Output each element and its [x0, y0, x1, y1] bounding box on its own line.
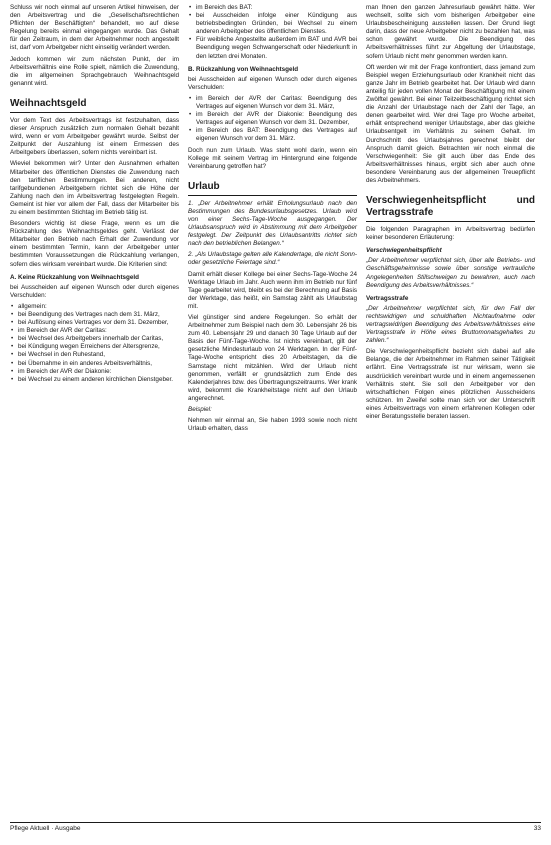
- list-item: • Für weibliche Angestellte außerdem im BAT und AVR bei Beendigung wegen Schwangerschaft oder Niederkunft in den letzten drei Monaten.: [188, 36, 357, 60]
- bullet-list: [188, 4, 357, 61]
- paragraph: Die folgenden Paragraphen im Arbeitsvertrag bedürfen keiner besonderen Erläuterung:: [366, 226, 535, 242]
- paragraph: Vor dem Text des Arbeitsvertrags ist festzuhalten, dass dieser Anspruch zusätzlich zum normalen Gehalt bezahlt wird, wenn er vom Arbeitgeber gewährt wurde. Selbst der Zeitpunkt der Auszahlung ist einem Ermessen des Arbeitgebers überlassen, sofern nichts vereinbart ist.: [10, 116, 179, 157]
- list-item: • im Bereich des BAT:: [188, 4, 357, 12]
- paragraph: Viel günstiger sind andere Regelungen. So erhält der Arbeitnehmer zum Beispiel nach dem 30. Lebensjahr 26 bis zum 40. Lebensjahr 29 und danach 30 Tage Urlaub auf der Basis der Fünf-Tage-Woche. Ist nichts vereinbart, gilt der gesetzliche Mindesturlaub von 24 Werktagen. In der Fünf-Tage-Woche entspricht dies 20 Arbeitstagen, da die Samstage nicht mitzählen. Wird der Urlaub nicht genommen, verfällt er grundsätzlich zum Ende des Kalenderjahres bzw. des Übertragungszeitraums. Wer krank wird, bekommt die Krankheitstage nicht auf den Urlaub angerechnet.: [188, 314, 357, 402]
- paragraph: Die Verschwiegenheitspflicht bezieht sich dabei auf alle Belange, die der Arbeitnehmer im Rahmen seiner Tätigkeit erfährt. Eine Vertragsstrafe ist nur wirksam, wenn sie ausdrücklich vereinbart wurde und in einem angemessenen Verhältnis steht. Sie soll den Arbeitgeber vor den wirtschaftlichen Folgen eines plötzlichen Ausscheidens schützen. Im Zweifel sollte man sich vor der Unterschrift eines Arbeitsvertrags von einem erfahrenen Kollegen oder einer Beratungsstelle beraten lassen.: [366, 348, 535, 421]
- section-heading-verschwiegenheit: Verschwiegenheitspflicht und Vertragsstrafe: [366, 195, 535, 222]
- paragraph: Damit erhält dieser Kollege bei einer Sechs-Tage-Woche 24 Werktage Urlaub im Jahr. Auch wenn ihm im Betrieb nur fünf Tage gearbeitet wird, bleibt es bei der Berechnung auf Basis der Werktage, das heißt, ein Samstag zählt als Urlaubstag mit.: [188, 270, 357, 310]
- list-item: • allgemein:: [10, 303, 179, 311]
- subheading-vertragsstrafe: Vertragsstrafe: [366, 294, 409, 302]
- list-item: • im Bereich der AVR der Caritas: Beendigung des Vertrages auf eigenen Wunsch vor dem 31. März,: [188, 95, 357, 111]
- list-item: • bei Beendigung des Vertrages nach dem 31. März,: [10, 311, 179, 319]
- bullet-list: [188, 95, 357, 144]
- paragraph: man Ihnen den ganzen Jahresurlaub gewährt hätte. Wer wechselt, sollte sich vom bisherigen Arbeitgeber eine Urlaubsbescheinigung ausstellen lassen. Der Grund liegt darin, dass der neue Arbeitgeber nicht zu bezahlen hat, was schon gewährt wurde. Die Beendigung des Arbeitsverhältnisses führt zur Abgeltung der Urlaubstage, sofern Urlaub nicht mehr genommen werden kann.: [366, 4, 535, 60]
- paragraph: Schluss wir noch einmal auf unseren Artikel hinweisen, der den Arbeitsvertrag und die „Gesellschaftsrechtlichen Pflichten der Beschäftigten“ behandelt, wo auf diese Regelung bereits einmal eingegangen wurde. Das Gehalt für den Zeitraum, in dem der Arbeitnehmer noch angestellt ist, darf vom Arbeitgeber nicht einseitig verändert werden.: [10, 4, 179, 52]
- quoted-clause: „Der Arbeitnehmer verpflichtet sich, für den Fall der rechtswidrigen und schuldhaften Nichtaufnahme oder vertragswidrigen Beendigung des Arbeitsverhältnisses eine Vertragsstrafe in Höhe eines Bruttomonatsgehaltes zu zahlen.“: [366, 304, 535, 345]
- paragraph: Nehmen wir einmal an, Sie haben 1993 sowie noch nicht Urlaub erhalten, dass: [188, 417, 357, 433]
- paragraph: Wieviel bekommen wir? Unter den Ausnahmen erhalten Mitarbeiter des öffentlichen Dienstes die Zuwendung nach den tariflichen Bestimmungen. Bei anderen, nicht tarifgebundenen Arbeitgebern richtet sich die Höhe der Zahlung nach den im Arbeitsvertrag festgelegten Regeln. Gemeint ist hier vor allem der Fall, dass der Mitarbeiter bis zu einem bestimmten Stichtag im Betrieb tätig ist.: [10, 160, 179, 216]
- quoted-clause: „Der Arbeitnehmer verpflichtet sich, über alle Betriebs- und Geschäftsgeheimnisse sowie über sonstige vertrauliche Angelegenheiten Stillschweigen zu bewahren, auch nach Beendigung des Arbeitsverhältnisses.“: [366, 257, 535, 289]
- paragraph: Doch nun zum Urlaub. Was steht wohl darin, wenn ein Kollege mit seinem Vertrag im Hintergrund eine folgende Vereinbarung getroffen hat?: [188, 146, 357, 170]
- list-item: • bei Übernahme in ein anderes Arbeitsverhältnis,: [10, 360, 179, 368]
- section-heading-urlaub: Urlaub: [188, 181, 357, 196]
- quoted-clause: 2. „Als Urlaubstage gelten alle Kalendertage, die nicht Sonn- oder gesetzliche Feiertage sind.“: [188, 251, 357, 267]
- list-item: • im Bereich des BAT: Beendigung des Vertrages auf eigenen Wunsch vor dem 31. März.: [188, 127, 357, 143]
- example-label: Beispiel:: [188, 406, 212, 414]
- text-column-2: [188, 4, 357, 436]
- section-heading-weihnachtsgeld: Weihnachtsgeld: [10, 98, 179, 113]
- list-item: • bei Wechsel des Arbeitgebers innerhalb der Caritas,: [10, 335, 179, 343]
- paragraph: Besonders wichtig ist diese Frage, wenn es um die Rückzahlung des Weihnachtsgeldes geht. Verlässt der Mitarbeiter den Betrieb nach Erhalt der Zuwendung vor einem bestimmten Termin, kann der Arbeitgeber unter bestimmten Voraussetzungen die Rückzahlung verlangen, sofern dies wirksam vereinbart wurde. Die Kriterien sind:: [10, 220, 179, 268]
- paragraph: bei Ausscheiden auf eigenen Wunsch oder durch eigenes Verschulden:: [188, 75, 357, 91]
- page-number: 33: [533, 825, 541, 832]
- list-item: • im Bereich der AVR der Diakonie:: [10, 368, 179, 376]
- list-item: • bei Ausscheiden infolge einer Kündigung aus betriebsbedingten Gründen, bei Wechsel zu einem anderen Arbeitgeber des öffentlichen Dienstes.: [188, 12, 357, 36]
- text-column-3: [366, 4, 535, 424]
- list-item: • im Bereich der AVR der Diakonie: Beendigung des Vertrages auf eigenen Wunsch vor dem 31. Dezember,: [188, 111, 357, 127]
- list-item: • bei Auflösung eines Vertrages vor dem 31. Dezember,: [10, 319, 179, 327]
- subheading-keine-rueckzahlung: A. Keine Rückzahlung von Weihnachtsgeld: [10, 273, 139, 281]
- quoted-clause: 1. „Der Arbeitnehmer erhält Erholungsurlaub nach den Bestimmungen des Bundesurlaubsgesetzes. Urlaub wird von einer Sechs-Tage-Woche ausgegangen. Der Urlaubsanspruch wird in Abstimmung mit dem Arbeitgeber festgelegt. Der Zeitpunkt des Urlaubsantritts richtet sich nach den betrieblichen Belangen.“: [188, 199, 357, 248]
- subheading-verschwiegenheitspflicht: Verschwiegenheitspflicht: [366, 247, 442, 255]
- paragraph: Oft werden wir mit der Frage konfrontiert, dass jemand zum Beispiel wegen Erziehungsurlaub oder Krankheit nicht das ganze Jahr im Betrieb gearbeitet hat. Der Urlaub wird dann anteilig für jeden vollen Monat der Beschäftigung mit einem Zwölftel gewährt. Bei einer Teilzeitbeschäftigung richtet sich die Anzahl der Urlaubstage nach der Zahl der Tage, an denen gearbeitet wird. Wer drei Tage pro Woche arbeitet, erhält entsprechend weniger Urlaubstage, aber das gleiche Urlaubsentgelt im Verhältnis zu seinem Gehalt. Im Durchschnitt des Urlaubsjahres gerechnet bleibt der Anspruch damit gleich. Betrachten wir noch einmal die Verschwiegenheit: Sie gilt auch über das Ende des Arbeitsverhältnisses hinaus, ergibt sich aber auch ohne besondere Vereinbarung aus der allgemeinen Treuepflicht des Arbeitnehmers.: [366, 63, 535, 184]
- publication-name: Pflege Aktuell · Ausgabe: [10, 825, 81, 832]
- paragraph: Jedoch kommen wir zum nächsten Punkt, der im Arbeitsverhältnis eine Rolle spielt, nämlich die Zuwendung, die im allgemeinen Sprachgebrauch Weihnachtsgeld genannt wird.: [10, 55, 179, 87]
- text-column-1: [10, 4, 179, 387]
- paragraph: bei Ausscheiden auf eigenen Wunsch oder durch eigenes Verschulden:: [10, 283, 179, 299]
- subheading-rueckzahlung: B. Rückzahlung von Weihnachtsgeld: [188, 65, 299, 73]
- list-item: • im Bereich der AVR der Caritas:: [10, 327, 179, 335]
- list-item: • bei Wechsel in den Ruhestand,: [10, 351, 179, 359]
- list-item: • bei Kündigung wegen Erreichens der Altersgrenze,: [10, 343, 179, 351]
- list-item: • bei Wechsel zu einem anderen kirchlichen Dienstgeber.: [10, 376, 179, 384]
- page-footer: [10, 822, 541, 835]
- bullet-list: [10, 303, 179, 384]
